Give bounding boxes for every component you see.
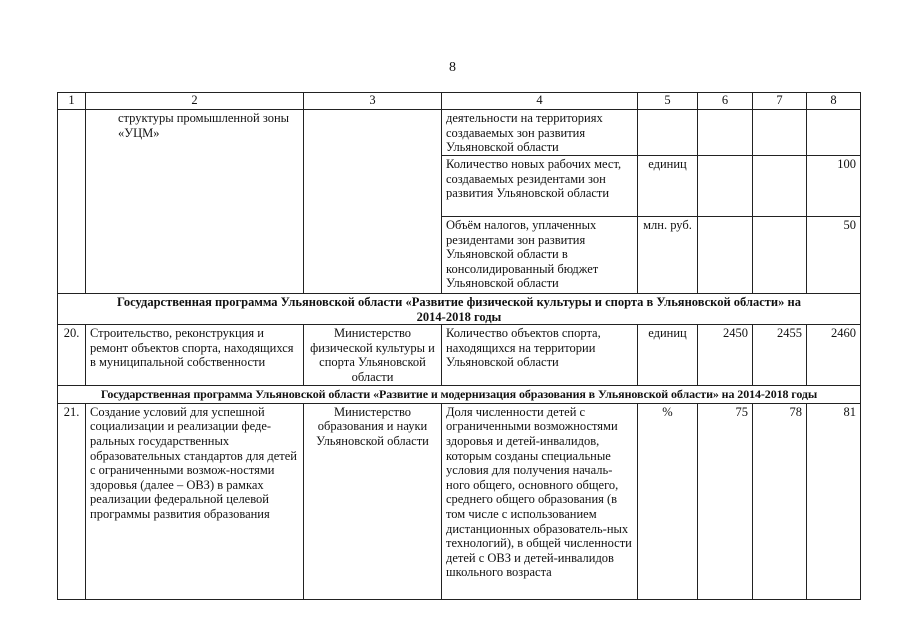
event-name: структуры промышленной зоны «УЦМ» <box>118 111 290 140</box>
program-section-heading: Государственная программа Ульяновской области «Развитие физической культуры и спорта в Ульяновской области» на 2014-2018 годы <box>58 294 861 325</box>
column-header: 4 <box>442 93 638 110</box>
value-cell <box>698 217 753 294</box>
column-header: 7 <box>753 93 807 110</box>
unit-cell: единиц <box>638 156 698 217</box>
column-number-row <box>58 93 861 110</box>
column-header: 5 <box>638 93 698 110</box>
indicator-cell: Количество новых рабочих мест, создаваемых резидентами зон развития Ульяновской области <box>442 156 638 217</box>
value-cell: 81 <box>807 403 861 599</box>
page-number: 8 <box>449 60 456 75</box>
value-cell <box>753 217 807 294</box>
section-row <box>58 294 861 325</box>
unit-cell: единиц <box>638 325 698 386</box>
responsible-cell: Министерство образования и науки Ульяновской области <box>304 403 442 599</box>
value-cell: 2455 <box>753 325 807 386</box>
value-cell <box>807 110 861 156</box>
value-cell: 78 <box>753 403 807 599</box>
value-cell <box>753 156 807 217</box>
indicator-cell: Объём налогов, уплаченных резидентами зон развития Ульяновской области в консолидированный бюджет Ульяновской области <box>442 217 638 294</box>
value-cell: 2450 <box>698 325 753 386</box>
row-number-cell: 20. <box>58 325 86 386</box>
value-cell: 2460 <box>807 325 861 386</box>
table-row <box>58 325 861 386</box>
indicators-table <box>57 92 861 600</box>
column-header: 1 <box>58 93 86 110</box>
unit-cell: млн. руб. <box>638 217 698 294</box>
value-cell: 100 <box>807 156 861 217</box>
indicator-cell: Количество объектов спорта, находящихся на территории Ульяновской области <box>442 325 638 386</box>
value-cell <box>698 110 753 156</box>
value-cell <box>698 156 753 217</box>
column-header: 6 <box>698 93 753 110</box>
section-row <box>58 386 861 404</box>
table-row <box>58 110 861 156</box>
event-name-cell <box>86 110 304 294</box>
value-cell: 50 <box>807 217 861 294</box>
unit-cell <box>638 110 698 156</box>
column-header: 2 <box>86 93 304 110</box>
program-section-heading: Государственная программа Ульяновской области «Развитие и модернизация образования в Ульяновской области» на 2014-2018 годы <box>58 386 861 404</box>
row-number-cell: 21. <box>58 403 86 599</box>
event-name-cell: Строительство, реконструкция и ремонт объектов спорта, находящихся в муниципальной собственности <box>86 325 304 386</box>
indicator-cell: Доля численности детей с ограниченными возможностями здоровья и детей-инвалидов, которым созданы специальные условия для получения началь-ного общего, основного общего, среднего общего образования (в том числе с использованием дистанционных образователь-ных технологий), в общей численности детей с ОВЗ и детей-инвалидов школьного возраста <box>442 403 638 599</box>
column-header: 3 <box>304 93 442 110</box>
value-cell <box>753 110 807 156</box>
responsible-cell <box>304 110 442 294</box>
row-number-cell <box>58 110 86 294</box>
unit-cell: % <box>638 403 698 599</box>
table-row <box>58 403 861 599</box>
column-header: 8 <box>807 93 861 110</box>
event-name-cell: Создание условий для успешной социализации и реализации феде-ральных государственных образовательных стандартов для детей с ограниченными возмож-ностями здоровья (далее – ОВЗ) в рамках реализации федеральной целевой программы развития образования <box>86 403 304 599</box>
value-cell: 75 <box>698 403 753 599</box>
responsible-cell: Министерство физической культуры и спорта Ульяновской области <box>304 325 442 386</box>
indicator-cell: деятельности на территориях создаваемых зон развития Ульяновской области <box>442 110 638 156</box>
